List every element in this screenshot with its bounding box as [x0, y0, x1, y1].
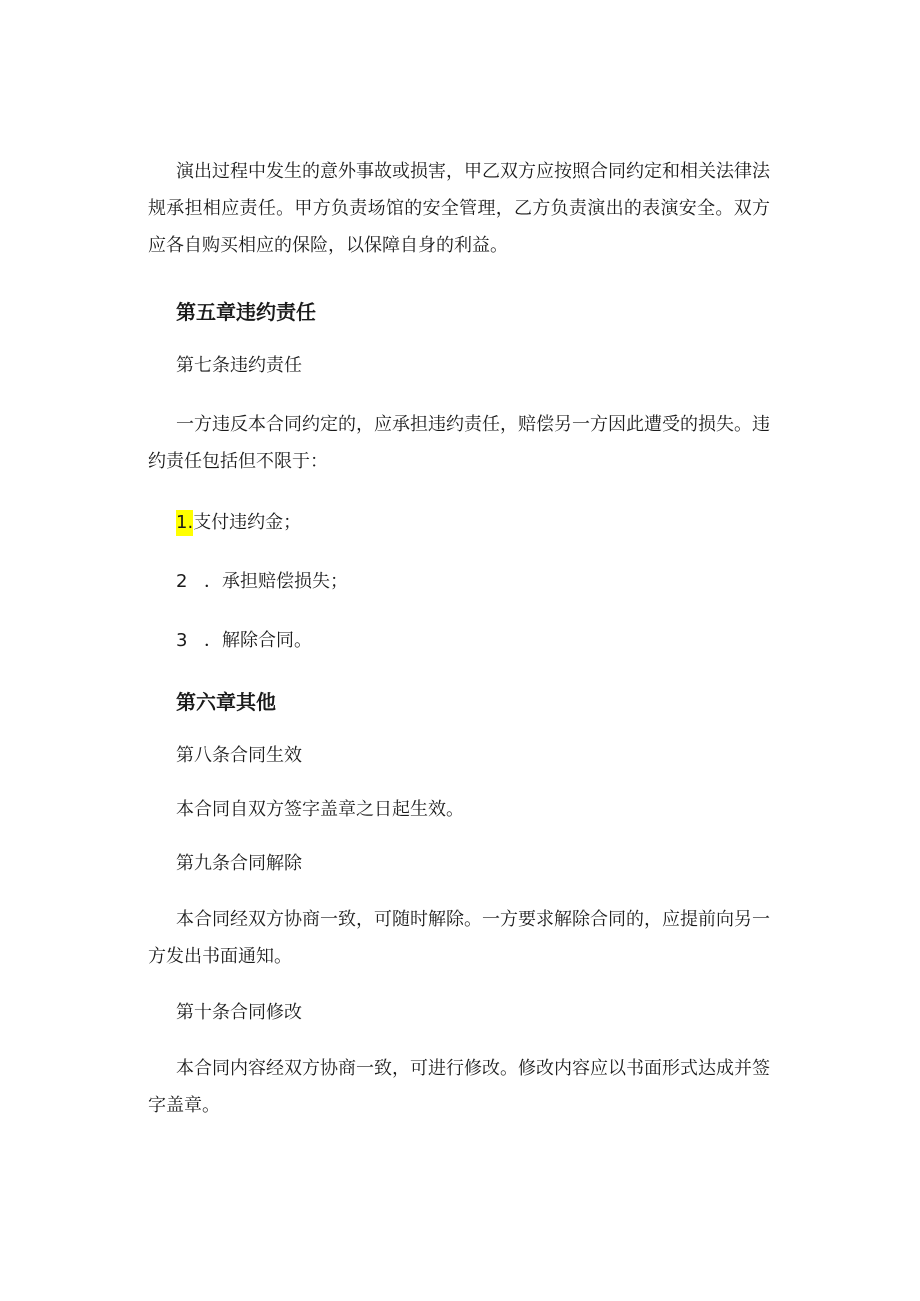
paragraph-breach-liability-text: 一方违反本合同约定的，应承担违约责任，赔偿另一方因此遭受的损失。违约责任包括但不限于：	[148, 414, 770, 472]
chapter-heading-other: 第六章其他	[176, 690, 276, 714]
paragraph-breach-liability	[148, 406, 770, 480]
list-item-2-number: 2	[176, 571, 188, 592]
list-item-1-number: 1.	[176, 510, 193, 536]
list-item-3-text: ．解除合同。	[204, 630, 312, 651]
list-item-3	[176, 628, 312, 654]
paragraph-effective-text: 本合同自双方签字盖章之日起生效。	[176, 799, 464, 820]
list-item-3-number: 3	[176, 630, 188, 651]
article-heading-8: 第八条合同生效	[176, 745, 302, 766]
paragraph-modification-text: 本合同内容经双方协商一致，可进行修改。修改内容应以书面形式达成并签字盖章。	[148, 1058, 770, 1116]
paragraph-accident-liability	[148, 153, 770, 264]
article-heading-10: 第十条合同修改	[176, 1002, 302, 1023]
chapter-heading-breach: 第五章违约责任	[176, 300, 316, 324]
paragraph-modification	[148, 1050, 770, 1124]
list-item-2-text: ．承担赔偿损失；	[204, 571, 348, 592]
paragraph-effective	[176, 797, 464, 823]
list-item-1	[176, 510, 301, 536]
article-heading-7: 第七条违约责任	[176, 355, 302, 376]
paragraph-termination	[148, 901, 770, 975]
article-heading-9: 第九条合同解除	[176, 853, 302, 874]
list-item-2	[176, 569, 348, 595]
list-item-1-text: 支付违约金；	[193, 512, 302, 533]
paragraph-accident-liability-text: 演出过程中发生的意外事故或损害，甲乙双方应按照合同约定和相关法律法规承担相应责任。甲方负责场馆的安全管理，乙方负责演出的表演安全。双方应各自购买相应的保险，以保障自身的利益。	[148, 161, 770, 256]
paragraph-termination-text: 本合同经双方协商一致，可随时解除。一方要求解除合同的，应提前向另一方发出书面通知。	[148, 909, 770, 967]
